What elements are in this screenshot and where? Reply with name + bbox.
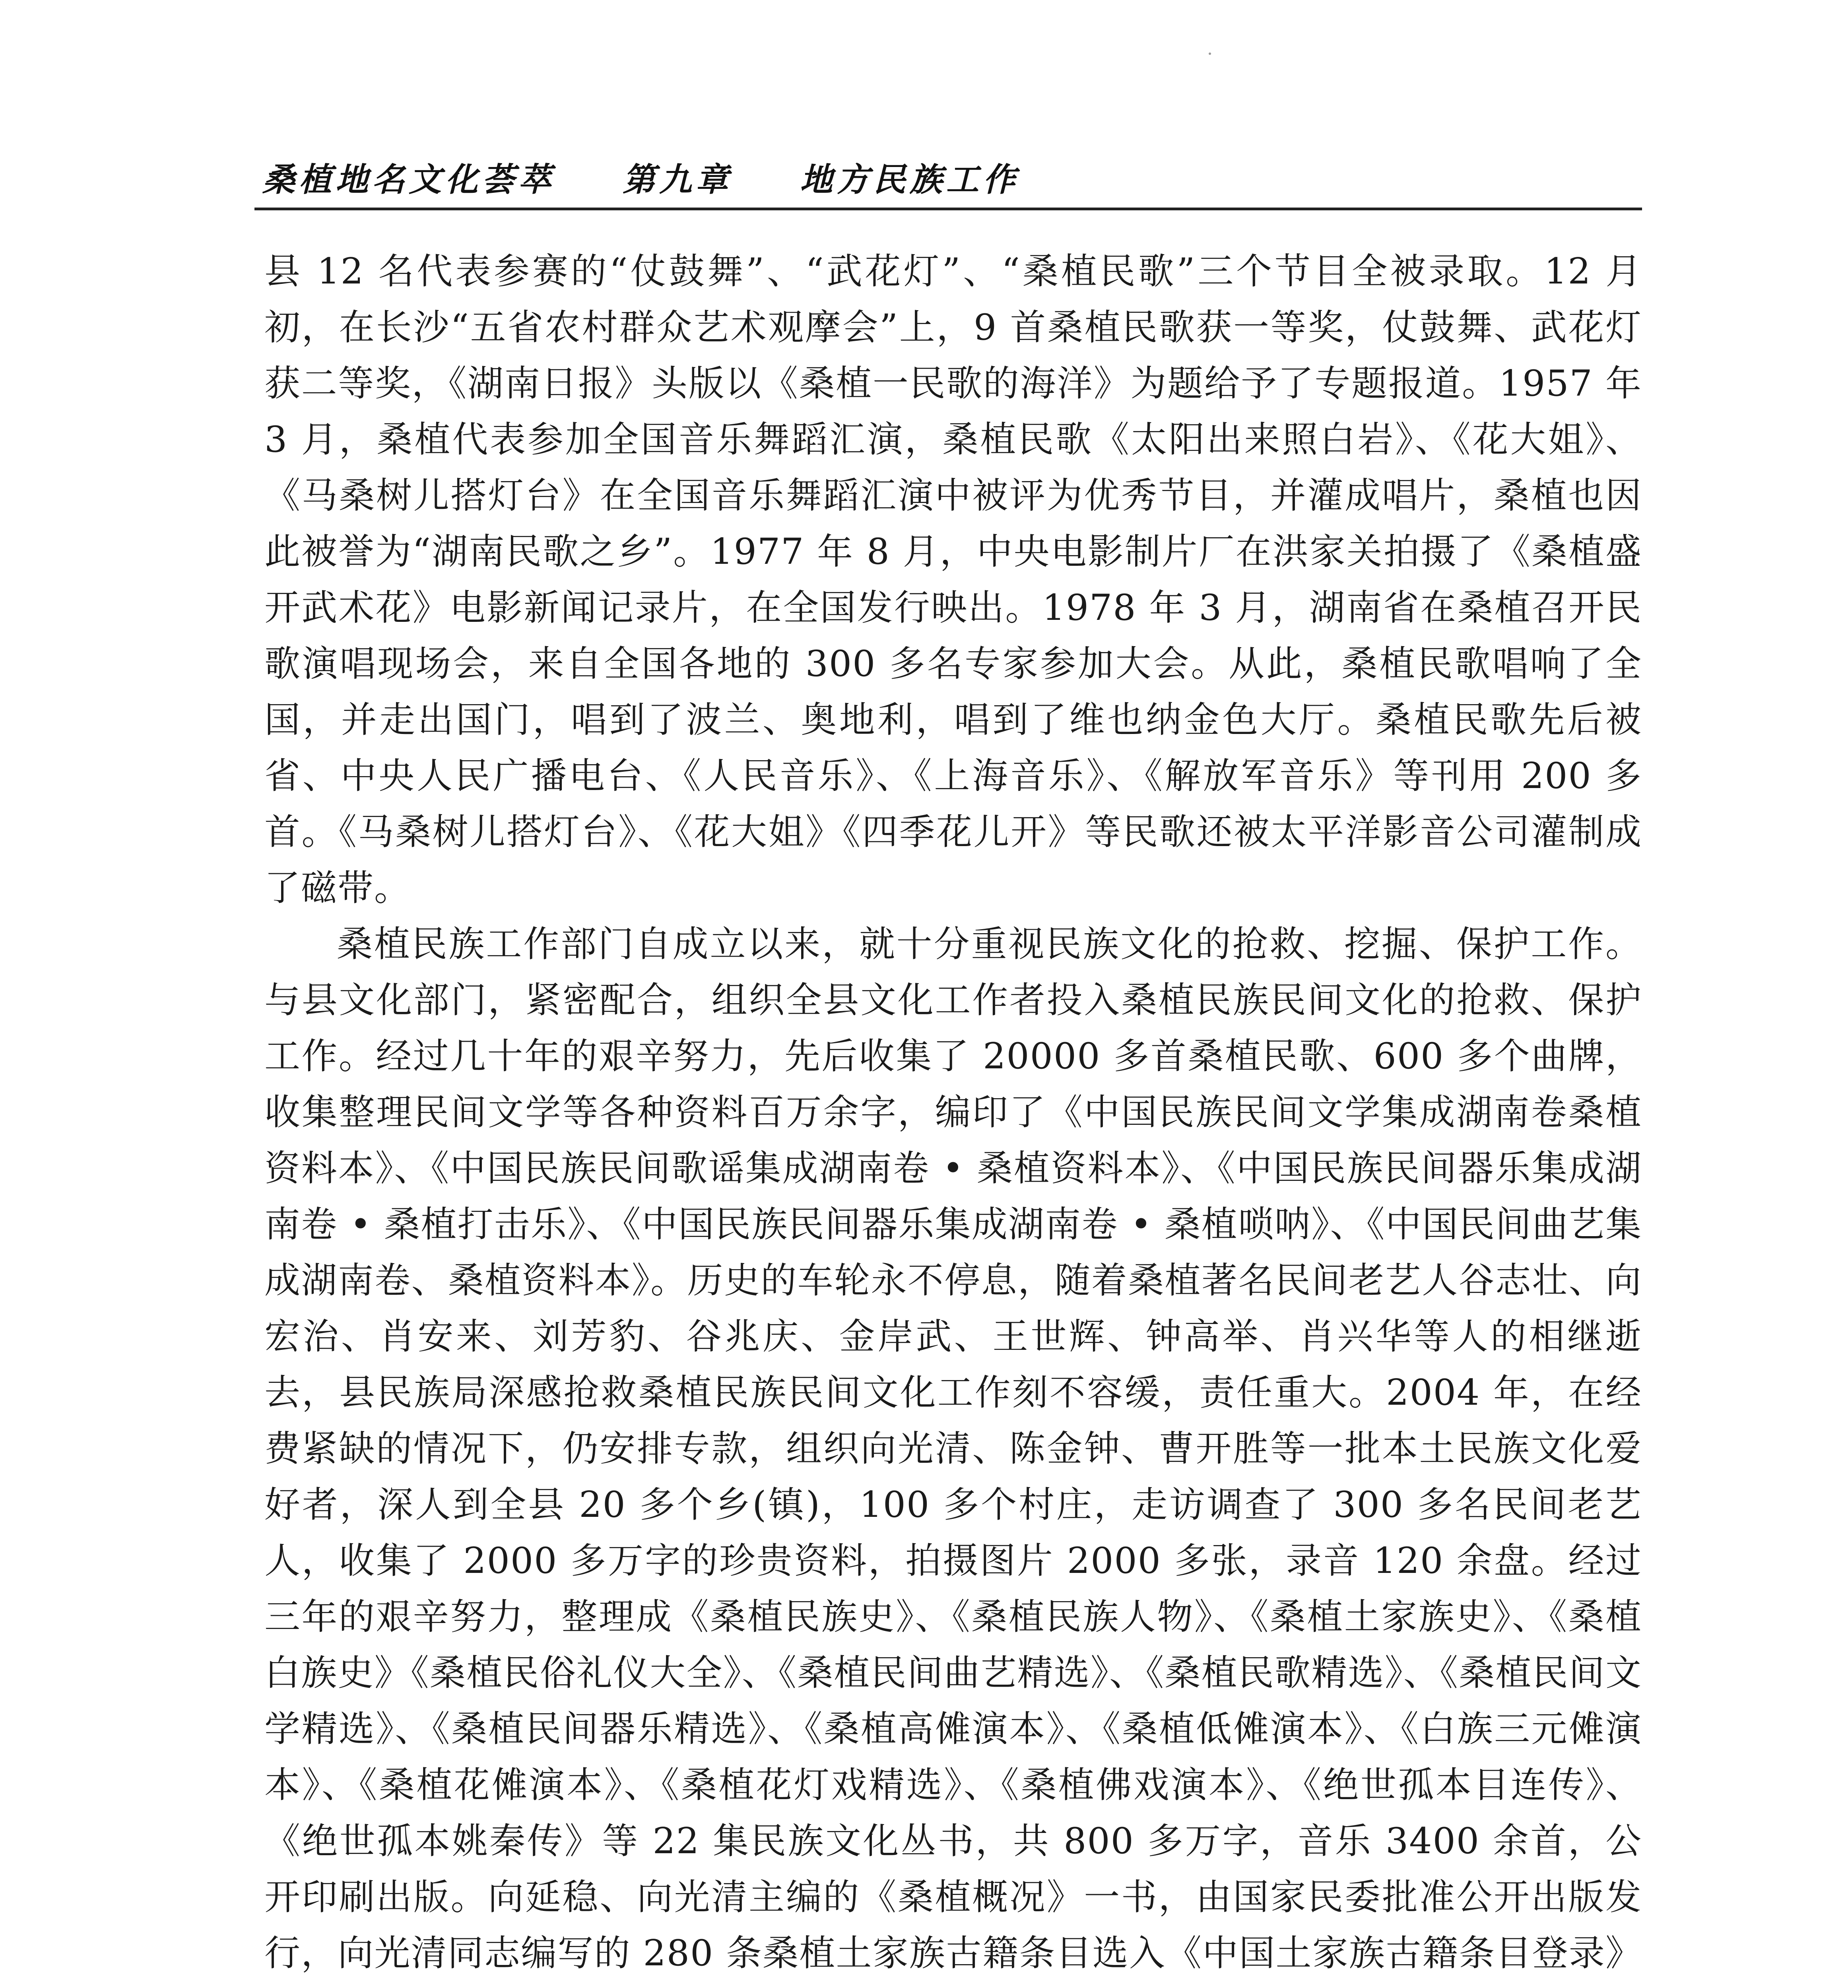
header-rule [254, 208, 1642, 210]
section-title: 地方民族工作 [800, 161, 1019, 199]
chapter-label: 第九章 [623, 161, 732, 199]
scan-speck [1209, 52, 1211, 55]
body-text [264, 243, 1642, 1988]
paragraph-continuation: 县 12 名代表参赛的“仗鼓舞”、“武花灯”、“桑植民歌”三个节目全被录取。12 月初，在长沙“五省农村群众艺术观摩会”上，9 首桑植民歌获一等奖，仗鼓舞、武花灯获二等奖，《湖南日报》头版以《桑植一民歌的海洋》为题给予了专题报道。1957 年 3 月，桑植代表参加全国音乐舞蹈汇演，桑植民歌《太阳出来照白岩》、《花大姐》、《马桑树儿搭灯台》在全国音乐舞蹈汇演中被评为优秀节目，并灌成唱片，桑植也因此被誉为“湖南民歌之乡”。1977 年 8 月，中央电影制片厂在洪家关拍摄了《桑植盛开武术花》电影新闻记录片，在全国发行映出。1978 年 3 月，湖南省在桑植召开民歌演唱现场会，来自全国各地的 300 多名专家参加大会。从此，桑植民歌唱响了全国，并走出国门，唱到了波兰、奥地利，唱到了维也纳金色大厅。桑植民歌先后被省、中央人民广播电台、《人民音乐》、《上海音乐》、《解放军音乐》等刊用 200 多首。《马桑树儿搭灯台》、《花大姐》《四季花儿开》等民歌还被太平洋影音公司灌制成了磁带。 [264, 250, 1642, 909]
running-header [262, 151, 1019, 203]
book-title: 桑植地名文化荟萃 [262, 161, 555, 199]
paragraph-preservation-work: 桑植民族工作部门自成立以来，就十分重视民族文化的抢救、挖掘、保护工作。与县文化部门，紧密配合，组织全县文化工作者投入桑植民族民间文化的抢救、保护工作。经过几十年的艰辛努力，先后收集了 20000 多首桑植民歌、600 多个曲牌，收集整理民间文学等各种资料百万余字，编印了《中国民族民间文学集成湖南卷桑植资料本》、《中国民族民间歌谣集成湖南卷 • 桑植资料本》、《中国民族民间器乐集成湖南卷 • 桑植打击乐》、《中国民族民间器乐集成湖南卷 • 桑植唢呐》、《中国民间曲艺集成湖南卷、桑植资料本》。历史的车轮永不停息，随着桑植著名民间老艺人谷志壮、向宏治、肖安来、刘芳豹、谷兆庆、金岸武、王世辉、钟高举、肖兴华等人的相继逝去，县民族局深感抢救桑植民族民间文化工作刻不容缓，责任重大。2004 年，在经费紧缺的情况下，仍安排专款，组织向光清、陈金钟、曹开胜等一批本土民族文化爱好者，深人到全县 20 多个乡(镇)，100 多个村庄，走访调查了 300 多名民间老艺人，收集了 2000 多万字的珍贵资料，拍摄图片 2000 多张，录音 120 余盘。经过三年的艰辛努力，整理成《桑植民族史》、《桑植民族人物》、《桑植土家族史》、《桑植白族史》《桑植民俗礼仪大全》、《桑植民间曲艺精选》、《桑植民歌精选》、《桑植民间文学精选》、《桑植民间器乐精选》、《桑植高傩演本》、《桑植低傩演本》、《白族三元傩演本》、《桑植花傩演本》、《桑植花灯戏精选》、《桑植佛戏演本》、《绝世孤本目连传》、《绝世孤本姚秦传》等 22 集民族文化丛书，共 800 多万字，音乐 3400 余首，公开印刷出版。向延稳、向光清主编的《桑植概况》一书，由国家民委批准公开出版发行，向光清同志编写的 280 条桑植土家族古籍条目选入《中国土家族古籍条目登录》 [264, 923, 1642, 1974]
